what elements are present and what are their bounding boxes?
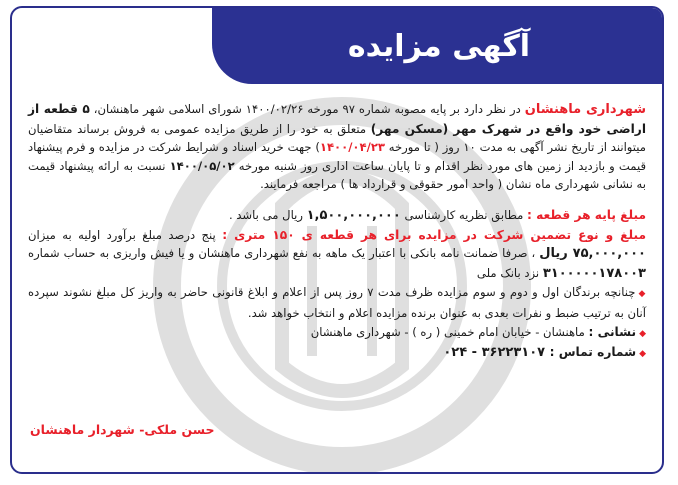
notice-paragraph xyxy=(28,283,646,322)
base-price-text-1: مطابق نظریه کارشناسی xyxy=(400,207,528,222)
guarantee-amount: ۷۵,۰۰۰,۰۰۰ ریال xyxy=(539,246,646,262)
base-price-amount: ۱,۵۰۰,۰۰۰,۰۰۰ xyxy=(306,207,401,223)
bank-account-number: ۳۱۰۰۰۰۰۱۷۸۰۰۳ xyxy=(542,265,646,281)
base-price-paragraph xyxy=(28,206,646,226)
intro-text-4: نسبت به ارائه پیشنهاد قیمت به نشانی شهرداری ماه نشان ( واحد امور حقوقی و قرارداد ها ) مراجعه فرمایند. xyxy=(28,158,646,192)
announcement-frame xyxy=(10,6,664,474)
intro-text-3: ) جهت خرید اسناد و شرایط شرکت در مزایده و فرم پیشنهاد قیمت و بازدید از زمین های مورد نظر اقدام و تا پایان ساعت اداری روز شنبه مورخه xyxy=(28,140,646,173)
notice-text: چنانچه برندگان اول و دوم و سوم مزایده ظرف مدت ۷ روز پس از اعلام و ابلاغ قانونی حاضر به واریز کل مبلغ نشوند سپرده آنان به ترتیب ضبط و نفرات بعدی به عنوان برنده مزایده اعلام و انتخاب خواهد شد. xyxy=(28,285,646,320)
municipality-name: شهرداری ماهنشان xyxy=(524,102,646,117)
phone-value: ۳۶۲۲۳۱۰۷ - ۰۲۴ xyxy=(443,345,550,361)
address-label: نشانی : xyxy=(588,324,637,339)
address-line xyxy=(28,323,646,344)
phone-label: شماره تماس : xyxy=(549,345,637,360)
announcement-body xyxy=(28,100,646,364)
title-banner xyxy=(212,8,664,84)
intro-text-1: در نظر دارد بر پایه مصوبه شماره ۹۷ مورخه ۱۴۰۰/۰۲/۲۶ شورای اسلامی شهر ماهنشان، xyxy=(93,102,525,116)
diamond-bullet-icon: ◆ xyxy=(638,289,647,300)
signature: حسن ملکی- شهردار ماهنشان xyxy=(30,422,215,437)
guarantee-paragraph xyxy=(28,226,646,284)
intro-text-2: متعلق به خود را از طریق مزایده عمومی به فروش برساند متقاضیان میتوانند از تاریخ نشر آگهی به مدت ۱۰ روز ( تا مورخه xyxy=(28,121,646,155)
guarantee-text-3: نزد بانک ملی xyxy=(476,265,543,280)
page-title: آگهی مزایده xyxy=(347,28,531,64)
lots-description: ۵ قطعه از اراضی خود واقع در شهرک مهر (مسکن مهر) xyxy=(28,102,646,136)
guarantee-text-1: پنج درصد مبلغ برآورد اولیه به میزان xyxy=(28,227,223,242)
submit-date: ۱۴۰۰/۰۵/۰۲ xyxy=(169,158,235,173)
base-price-label: مبلغ پایه هر قطعه : xyxy=(527,207,646,222)
intro-paragraph xyxy=(28,100,646,194)
diamond-bullet-icon: ◆ xyxy=(639,328,646,339)
diamond-bullet-icon: ◆ xyxy=(639,349,646,360)
guarantee-label: مبلغ و نوع تضمین شرکت در مزایده برای هر قطعه ی ۱۵۰ متری : xyxy=(222,227,646,242)
deadline-date: ۱۴۰۰/۰۴/۲۳ xyxy=(319,140,385,155)
address-value: ماهنشان - خیابان امام خمینی ( ره ) - شهرداری ماهنشان xyxy=(310,324,589,339)
base-price-text-2: ریال می باشد . xyxy=(228,207,307,222)
phone-line xyxy=(28,343,646,364)
guarantee-text-2: ، صرفا ضمانت نامه بانکی با اعتبار یک ماهه به نفع شهرداری ماهنشان و یا فیش واریزی به حساب شماره xyxy=(28,246,540,261)
